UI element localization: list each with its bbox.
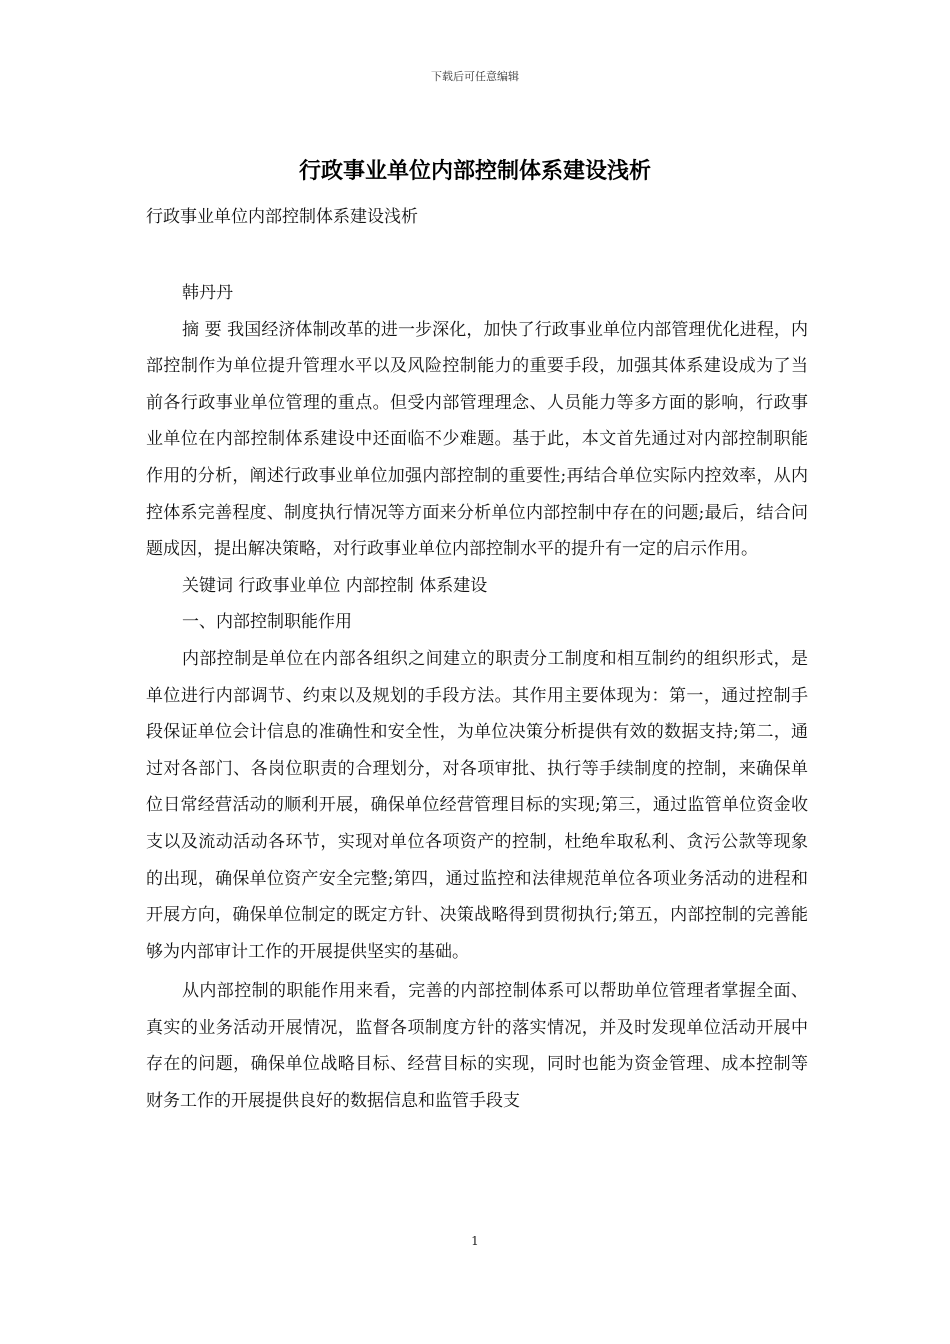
body-paragraph-2: 从内部控制的职能作用来看，完善的内部控制体系可以帮助单位管理者掌握全面、真实的业务活动开展情况，监督各项制度方针的落实情况，并及时发现单位活动开展中存在的问题，确保单位战略目标、经营目标的实现，同时也能为资金管理、成本控制等财务工作的开展提供良好的数据信息和监管手段支 xyxy=(146,981,808,1112)
section-heading: 一、内部控制职能作用 xyxy=(182,612,352,633)
document-subtitle: 行政事业单位内部控制体系建设浅析 xyxy=(146,207,418,227)
body-paragraph-1: 内部控制是单位在内部各组织之间建立的职责分工制度和相互制约的组织形式，是单位进行内部调节、约束以及规划的手段方法。其作用主要体现为：第一，通过控制手段保证单位会计信息的准确性和安全性，为单位决策分析提供有效的数据支持;第二，通过对各部门、各岗位职责的合理划分，对各项审批、执行等手续制度的控制，来确保单位日常经营活动的顺利开展，确保单位经营管理目标的实现;第三，通过监管单位资金收支以及流动活动各环节，实现对单位各项资产的控制，杜绝牟取私利、贪污公款等现象的出现，确保单位资产安全完整;第四，通过监控和法律规范单位各项业务活动的进程和开展方向，确保单位制定的既定方针、决策战略得到贯彻执行;第五，内部控制的完善能够为内部审计工作的开展提供坚实的基础。 xyxy=(146,648,808,962)
keywords-line: 关键词 行政事业单位 内部控制 体系建设 xyxy=(182,575,488,596)
download-note: 下载后可任意编辑 xyxy=(431,70,519,83)
author-name: 韩丹丹 xyxy=(182,283,233,303)
abstract-paragraph: 摘 要 我国经济体制改革的进一步深化，加快了行政事业单位内部管理优化进程，内部控制作为单位提升管理水平以及风险控制能力的重要手段，加强其体系建设成为了当前各行政事业单位管理的重点。但受内部管理理念、人员能力等多方面的影响，行政事业单位在内部控制体系建设中还面临不少难题。基于此，本文首先通过对内部控制职能作用的分析，阐述行政事业单位加强内部控制的重要性;再结合单位实际内控效率，从内控体系完善程度、制度执行情况等方面来分析单位内部控制中存在的问题;最后，结合问题成因，提出解决策略，对行政事业单位内部控制水平的提升有一定的启示作用。 xyxy=(146,319,808,560)
document-body xyxy=(146,275,808,1120)
page-number: 1 xyxy=(471,1234,479,1248)
document-title: 行政事业单位内部控制体系建设浅析 xyxy=(298,159,651,184)
